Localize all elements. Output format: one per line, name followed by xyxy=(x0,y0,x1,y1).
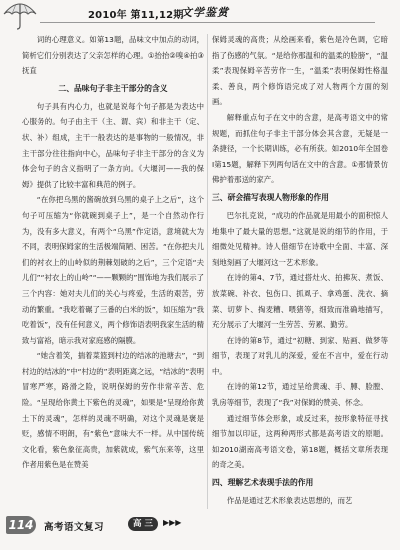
paragraph: 解释重点句子在文中的含意，是高考语文中的常规题，而抓住句子非主干部分体会其含意，无疑是一条捷径，一个长期训练，必有所获。如2010年全国卷Ⅰ第15题，解释下列两句话在文中的含意。①那情景仿佛护着那送的家产。 xyxy=(212,112,388,185)
issue-label: 2010年 第11,12期 xyxy=(88,10,184,21)
section-heading: 三、研会描写表现人物形象的作用 xyxy=(212,192,329,202)
section-heading: 四、理解艺术表现手法的作用 xyxy=(212,478,314,488)
footer-title: 高考语文复习 xyxy=(44,522,105,533)
page-footer xyxy=(0,510,400,550)
left-column xyxy=(22,32,204,473)
section-title: 文学鉴赏 xyxy=(181,6,229,19)
page-header xyxy=(0,0,400,30)
paragraph: “在你把乌黑的酱碗放到乌黑的桌子上之后”，这个句子可压缩为“你就碗到桌子上”，是一个自然动作行为，没有多大意义，有两个“乌黑”作定语，意境就大为不同，表明保姆家的生活极端简陋、困苦。“在你把夫儿们的衬衣上的山岭似的荆棘划破的之后”，三个定语“夫儿们”“衬衣上的山岭”“——颗颗的”围饰地为我们展示了三个内容：她对夫儿们的关心与疼爱，生活的艰苦，劳动的繁重。“我吃着碾了三番的白米的饭”，如压缩为“我吃着饭”，没有任何意义，两个修饰语表明我家生活的精致与富裕，暗示我对家庭感的隔膜。 xyxy=(22,195,204,345)
footer-badge: 高 三 xyxy=(128,517,158,531)
header-divider xyxy=(40,22,375,23)
arrows-icon: ▶▶▶ xyxy=(163,518,182,527)
paragraph: 通过细节体会形象，或反过来，按形象特征寻找细节加以印证，这两种两形式都是高考语文的原题。如2010湖南高考语文卷，第18题，概括文章所表现的奇之美。 xyxy=(212,413,388,470)
paragraph: 在诗的第4、7节，通过搭灶火、拍拂灰、煮饭、放菜碗、补衣、包伤口、抓虱子、拿鸡蛋、洗衣、摘菜、切萝卜、掏麦糟、喂猪等，细致而准确地描写，充分展示了大堰河一生劳苦、劳累、勤劳。 xyxy=(212,273,388,330)
page-number: 114 xyxy=(6,516,36,534)
section-heading: 二、品味句子非主干部分的含义 xyxy=(58,83,168,93)
paragraph: 句子具有内心力，也就是说每个句子都是为表达中心服务的。句子由主干（主、谓、宾）和非主干（定、状、补）组成，主干一般表达的是事物的一般情况，非主干部分往往指向中心，品味句子非主干部分的含义为体会句子的含义指明了一条方向。《大堰河——我的保姆》提供了比较丰富和典范的例子。 xyxy=(22,101,204,189)
paragraph: 在诗的第8节，通过“初糖、到家、贴画、做梦等细节，表现了对乳儿的深爱，爱在不言中，爱在行动中。 xyxy=(212,335,388,376)
paragraph: 词的心理意义。如第13题，品味文中加点的动词，简析它们分别表达了父亲怎样的心理。①抬抬②嗅④拍③抚直 xyxy=(22,35,204,76)
right-column xyxy=(212,32,388,509)
paragraph: 巴尔扎克说，“成功的作品就是用最小的面积惊人地集中了最大量的思想。”这就是说的细节的作用，于细微处见精神。诗人借细节在诗歌中全面、丰富、深刻地刻画了大堰河这一艺术形象。 xyxy=(212,210,388,267)
paragraph: 在诗的第12节，通过呈给黄魂、手、膊、脸膛、乳房等细节，表现了“我”对保姆的赞美、怀念。 xyxy=(212,382,388,408)
paragraph: 作品是通过艺术形象表达思想的，而艺 xyxy=(226,496,353,506)
column-divider xyxy=(207,34,208,509)
paragraph: 保姆灵魂的高贵；从绘画来看，紫色是冷色调，它暗指了伤感的气氛。“是给你那温和的温柔的脸膀”，“温柔”表现保姆辛苦劳作一生，“温柔”表明保姆性格温柔、善良，两个修饰语完成了对人物两个方面的刻画。 xyxy=(212,35,388,107)
paragraph: “她含着笑，揣着菜篮到村边的结冰的池塘去”，“到村边的结冰的”中“村边的”表明距离之远，“结冰的”表明冒寒严寒，路滑之险，说明保姆的劳作非常辛苦、危险。“呈现给你黄土下紫色的灵魂”，如果是“呈现给你黄土下的灵魂”，怎样的灵魂不明确，对这个灵魂是褒是贬，感情不明朗，有“紫色”意味大不一样。从中国传统文化看，紫色象征高贵，加紫就成，紫气东来等，这里作者用紫色是在赞美 xyxy=(22,351,204,470)
umbrella-logo-icon xyxy=(2,0,38,30)
